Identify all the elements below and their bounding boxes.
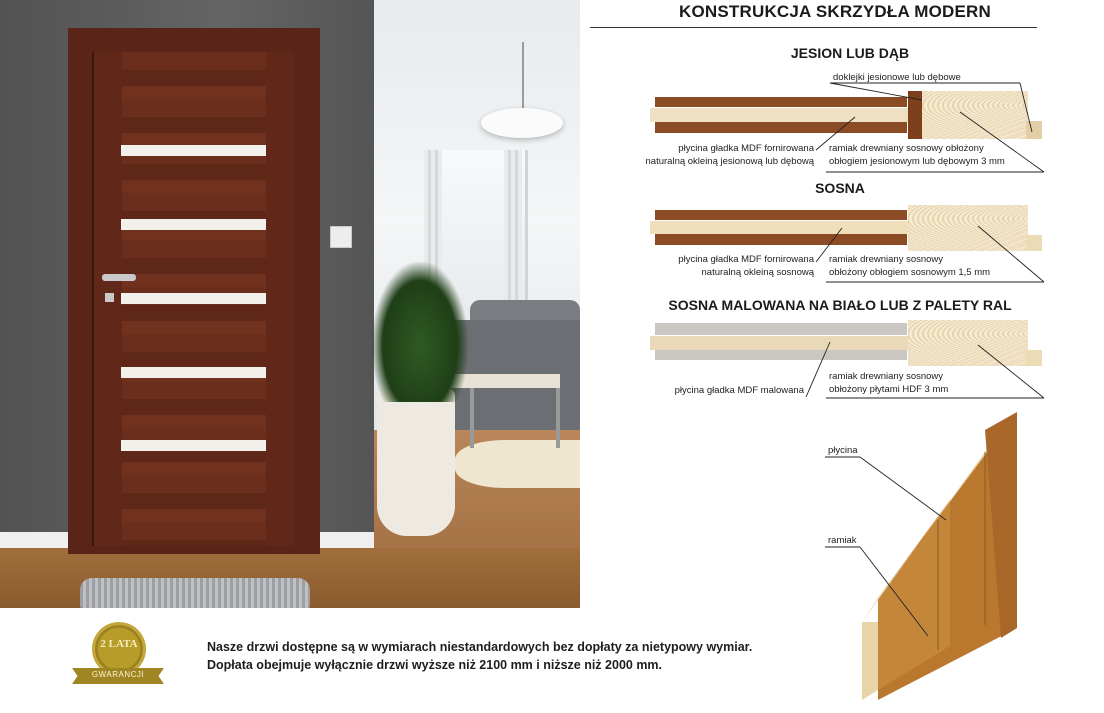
plant bbox=[372, 262, 468, 402]
panel-label: płycina bbox=[828, 445, 858, 456]
pine-left-label-2: naturalną okleiną sosnową bbox=[701, 267, 814, 278]
door-handle bbox=[102, 274, 136, 281]
glass-strip bbox=[121, 219, 266, 230]
section-title-pine: SOSNA bbox=[815, 180, 865, 196]
title-divider bbox=[590, 27, 1037, 28]
oak-right-label-2: obłogiem jesionowym lub dębowym 3 mm bbox=[829, 156, 1005, 167]
painted-left-label-1: płycina gładka MDF malowana bbox=[674, 385, 804, 396]
oak-right-label-1: ramiak drewniany sosnowy obłożony bbox=[829, 143, 984, 154]
pendant-lamp bbox=[481, 108, 563, 138]
section-title-painted: SOSNA MALOWANA NA BIAŁO LUB Z PALETY RAL bbox=[668, 297, 1012, 313]
floor-mat bbox=[80, 578, 310, 608]
glass-strip bbox=[121, 367, 266, 378]
warranty-badge bbox=[72, 622, 164, 690]
pine-left-label-1: płycina gładka MDF fornirowana bbox=[678, 254, 814, 265]
glass-strip bbox=[121, 440, 266, 451]
painted-right-label-1: ramiak drewniany sosnowy bbox=[829, 371, 944, 382]
page-title: KONSTRUKCJA SKRZYDŁA MODERN bbox=[678, 2, 992, 21]
painted-right-label-2: obłożony płytami HDF 3 mm bbox=[829, 384, 949, 395]
pine-right-label-1: ramiak drewniany sosnowy bbox=[829, 254, 944, 265]
glass-strip bbox=[121, 293, 266, 304]
door-corner-cutaway bbox=[862, 412, 1017, 700]
frame-label: ramiak bbox=[828, 535, 857, 546]
section-title-oak: JESION LUB DĄB bbox=[790, 45, 910, 61]
door-lock bbox=[105, 293, 114, 302]
badge-text: 2 LATA bbox=[100, 638, 138, 650]
dimensions-note bbox=[207, 638, 752, 674]
badge-ribbon-text: GWARANCJI bbox=[91, 670, 145, 679]
vase bbox=[377, 388, 455, 536]
note-line-2: Dopłata obejmuje wyłącznie drzwi wyższe niż 2100 mm i niższe niż 2000 mm. bbox=[207, 658, 663, 672]
light-switch bbox=[330, 226, 352, 248]
oak-top-label: doklejki jesionowe lub dębowe bbox=[833, 72, 961, 83]
oak-left-label-1: płycina gładka MDF fornirowana bbox=[678, 143, 814, 154]
note-line-1: Nasze drzwi dostępne są w wymiarach niestandardowych bez dopłaty za nietypowy wymiar. bbox=[207, 640, 753, 654]
interior-photo bbox=[0, 0, 580, 608]
pine-right-label-2: obłożony obłogiem sosnowym 1,5 mm bbox=[829, 267, 991, 278]
oak-left-label-2: naturalną okleiną jesionową lub dębową bbox=[645, 156, 814, 167]
glass-strip bbox=[121, 145, 266, 156]
